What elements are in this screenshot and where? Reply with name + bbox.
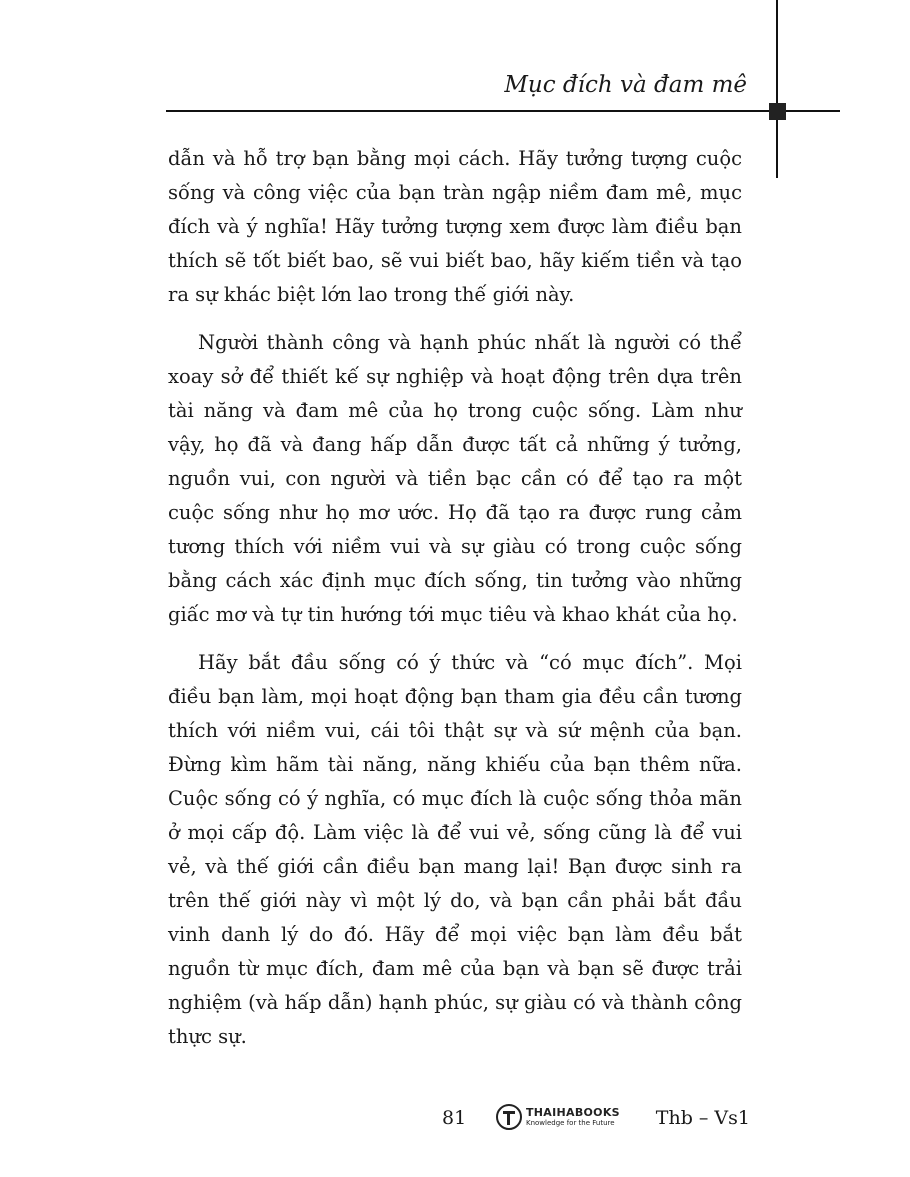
paragraph-3: Hãy bắt đầu sống có ý thức và “có mục đích”. Mọi điều bạn làm, mọi hoạt động bạn tham gia đều cần tương thích với niềm vui, cái tôi thật sự và sứ mệnh của bạn. Đừng kìm hãm tài năng, năng khiếu của bạn thêm nữa. Cuộc sống có ý nghĩa, có mục đích là cuộc sống thỏa mãn ở mọi cấp độ. Làm việc là để vui vẻ, sống cũng là để vui vẻ, và thế giới cần điều bạn mang lại! Bạn được sinh ra trên thế giới này vì một lý do, và bạn cần phải bắt đầu vinh danh lý do đó. Hãy để mọi việc bạn làm đều bắt nguồn từ mục đích, đam mê của bạn và bạn sẽ được trải nghiệm (và hấp dẫn) hạnh phúc, sự giàu có và thành công thực sự.	[168, 651, 742, 1048]
crop-mark-vertical	[776, 0, 778, 178]
publisher-logo-icon	[496, 1104, 522, 1130]
crop-mark-square	[769, 103, 786, 120]
page-number: 81	[442, 1107, 467, 1129]
paragraph-2: Người thành công và hạnh phúc nhất là người có thể xoay sở để thiết kế sự nghiệp và hoạt động trên dựa trên tài năng và đam mê của họ trong cuộc sống. Làm như vậy, họ đã và đang hấp dẫn được tất cả những ý tưởng, nguồn vui, con người và tiền bạc cần có để tạo ra một cuộc sống như họ mơ ước. Họ đã tạo ra được rung cảm tương thích với niềm vui và sự giàu có trong cuộc sống bằng cách xác định mục đích sống, tin tưởng vào những giấc mơ và tự tin hướng tới mục tiêu và khao khát của họ.	[168, 331, 742, 626]
publisher-logo-text	[526, 1107, 620, 1127]
header-rule	[166, 110, 840, 112]
footer-code: Thb – Vs1	[655, 1107, 750, 1129]
publisher-name: THAIHABOOKS	[526, 1106, 620, 1119]
body-text	[168, 142, 742, 1068]
publisher-tagline: Knowledge for the Future	[526, 1119, 615, 1127]
page-footer	[0, 1100, 910, 1140]
publisher-logo	[496, 1104, 620, 1130]
running-header-title: Mục đích và đam mê	[504, 72, 747, 98]
paragraph-1: dẫn và hỗ trợ bạn bằng mọi cách. Hãy tưởng tượng cuộc sống và công việc của bạn tràn ngập niềm đam mê, mục đích và ý nghĩa! Hãy tưởng tượng xem được làm điều bạn thích sẽ tốt biết bao, sẽ vui biết bao, hãy kiếm tiền và tạo ra sự khác biệt lớn lao trong thế giới này.	[168, 147, 742, 306]
